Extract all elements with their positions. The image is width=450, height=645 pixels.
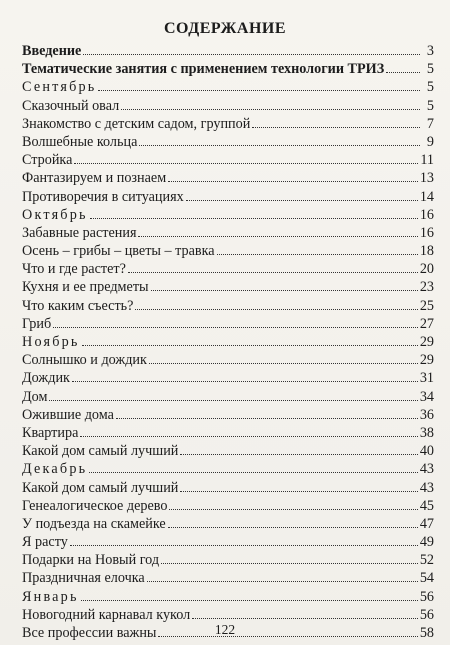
toc-entry-page: 47 (419, 515, 434, 532)
dot-leader (161, 563, 418, 564)
dot-leader (83, 54, 420, 55)
toc-entry (22, 151, 434, 169)
dot-leader (180, 491, 417, 492)
page-title: СОДЕРЖАНИЕ (163, 20, 287, 37)
dot-leader (252, 127, 420, 128)
toc-entry-page: 9 (426, 133, 434, 150)
toc-entry-title: Солнышко и дождик (22, 352, 147, 369)
toc-entry-title: Кухня и ее предметы (22, 279, 149, 296)
dot-leader (90, 218, 418, 219)
toc-entry (22, 515, 434, 533)
dot-leader (82, 345, 418, 346)
toc-entry-title: Осень – грибы – цветы – травка (22, 243, 215, 260)
toc-entry-title: Ноябрь (22, 334, 80, 350)
dot-leader (151, 290, 418, 291)
toc-entry (22, 188, 434, 206)
toc-entry-page: 25 (419, 297, 434, 314)
dot-leader (149, 363, 418, 364)
toc-entry-page: 40 (419, 443, 434, 460)
page-number: 122 (214, 622, 236, 637)
toc-entry-page: 36 (419, 406, 434, 423)
dot-leader (49, 400, 417, 401)
toc-entry (22, 479, 434, 497)
toc-entry (22, 115, 434, 133)
toc-entry-page: 11 (420, 152, 434, 169)
toc-entry-title: Квартира (22, 424, 79, 441)
dot-leader (81, 600, 418, 601)
toc-entry-page: 18 (419, 243, 434, 260)
toc-entry-title: Сказочный овал (22, 97, 120, 114)
toc-entry (22, 224, 434, 242)
toc-entry-page: 16 (419, 206, 434, 223)
toc-entry-page: 3 (426, 43, 434, 59)
toc-entry (22, 533, 434, 551)
toc-entry (22, 460, 434, 478)
toc-entry-page: 43 (419, 479, 434, 496)
toc-entry (22, 406, 434, 424)
toc-entry-page: 7 (426, 115, 434, 132)
dot-leader (128, 272, 418, 273)
toc-entry-page: 45 (419, 497, 434, 514)
dot-leader (386, 72, 420, 73)
dot-leader (116, 418, 418, 419)
toc-entry-page: 56 (419, 606, 434, 623)
toc-entry (22, 78, 434, 96)
dot-leader (89, 472, 418, 473)
toc-entry (22, 588, 434, 606)
dot-leader (53, 327, 418, 328)
toc-entry-title: Знакомство с детским садом, группой (22, 115, 251, 132)
toc-entry-title: Введение (22, 43, 82, 59)
toc-entry (22, 315, 434, 333)
toc-entry-title: Генеалогическое дерево (22, 497, 168, 514)
toc-entry (22, 242, 434, 260)
toc-entry-page: 29 (419, 334, 434, 350)
dot-leader (192, 618, 418, 619)
toc-entry-title: У подъезда на скамейке (22, 515, 166, 532)
toc-entry-title: Стройка (22, 152, 73, 169)
toc-entry-page: 5 (426, 97, 434, 114)
toc-entry-title: Фантазируем и познаем (22, 170, 167, 187)
dot-leader (80, 436, 417, 437)
toc-entry (22, 351, 434, 369)
toc-entry (22, 169, 434, 187)
toc-entry-title: Тематические занятия с применением технологии ТРИЗ (22, 61, 385, 78)
dot-leader (168, 527, 418, 528)
toc-entry-page: 29 (419, 352, 434, 369)
toc-entry-page: 34 (419, 388, 434, 405)
toc-entry (22, 333, 434, 351)
toc-entry (22, 551, 434, 569)
toc-entry-page: 54 (419, 570, 434, 587)
toc-entry-title: Волшебные кольца (22, 133, 138, 150)
toc-entry-page: 38 (419, 424, 434, 441)
table-of-contents (22, 42, 434, 642)
toc-entry-title: Декабрь (22, 461, 88, 478)
dot-leader (72, 381, 418, 382)
dot-leader (180, 454, 417, 455)
dot-leader (139, 145, 420, 146)
toc-entry (22, 424, 434, 442)
toc-entry (22, 60, 434, 78)
toc-entry-title: Гриб (22, 315, 52, 332)
dot-leader (217, 254, 418, 255)
toc-entry-page: 58 (419, 625, 434, 641)
toc-entry-title: Дом (22, 388, 48, 405)
dot-leader (135, 309, 417, 310)
toc-entry (22, 133, 434, 151)
dot-leader (98, 90, 420, 91)
toc-entry (22, 497, 434, 515)
toc-entry-title: Я расту (22, 534, 68, 551)
toc-entry (22, 97, 434, 115)
toc-entry (22, 569, 434, 587)
dot-leader (70, 545, 418, 546)
toc-entry-page: 23 (419, 279, 434, 296)
dot-leader (169, 509, 417, 510)
toc-entry (22, 369, 434, 387)
toc-entry-title: Январь (22, 588, 79, 605)
toc-entry-page: 27 (419, 315, 434, 332)
toc-entry (22, 206, 434, 224)
toc-entry-title: Ожившие дома (22, 406, 114, 423)
toc-entry (22, 388, 434, 406)
toc-entry-title: Противоречия в ситуациях (22, 188, 184, 205)
toc-entry-title: Подарки на Новый год (22, 552, 160, 569)
dot-leader (168, 181, 418, 182)
toc-entry-page: 20 (419, 261, 434, 278)
toc-entry-title: Праздничная елочка (22, 570, 145, 587)
toc-entry-title: Что каким съесть? (22, 297, 134, 314)
toc-entry (22, 442, 434, 460)
toc-entry-title: Забавные растения (22, 224, 137, 241)
toc-entry-title: Новогодний карнавал кукол (22, 606, 191, 623)
toc-entry-page: 31 (419, 370, 434, 387)
toc-entry-page: 49 (419, 534, 434, 551)
toc-entry-title: Октябрь (22, 206, 88, 223)
toc-entry-page: 16 (419, 224, 434, 241)
dot-leader (74, 163, 418, 164)
dot-leader (186, 200, 418, 201)
toc-entry-title: Какой дом самый лучший (22, 443, 179, 460)
toc-entry-page: 14 (419, 188, 434, 205)
toc-entry-page: 5 (426, 61, 434, 78)
toc-entry-title: Что и где растет? (22, 261, 126, 278)
toc-entry-title: Все профессии важны (22, 625, 157, 641)
toc-entry (22, 297, 434, 315)
toc-entry (22, 278, 434, 296)
toc-entry (22, 42, 434, 60)
toc-entry-page: 56 (419, 588, 434, 605)
toc-entry-page: 52 (419, 552, 434, 569)
toc-entry (22, 260, 434, 278)
toc-entry-title: Дождик (22, 370, 70, 387)
toc-entry-title: Сентябрь (22, 79, 97, 96)
toc-entry-page: 43 (419, 461, 434, 478)
dot-leader (121, 109, 420, 110)
toc-entry-page: 5 (426, 79, 434, 96)
dot-leader (147, 581, 418, 582)
dot-leader (138, 236, 417, 237)
toc-entry-title: Какой дом самый лучший (22, 479, 179, 496)
toc-entry-page: 13 (419, 170, 434, 187)
